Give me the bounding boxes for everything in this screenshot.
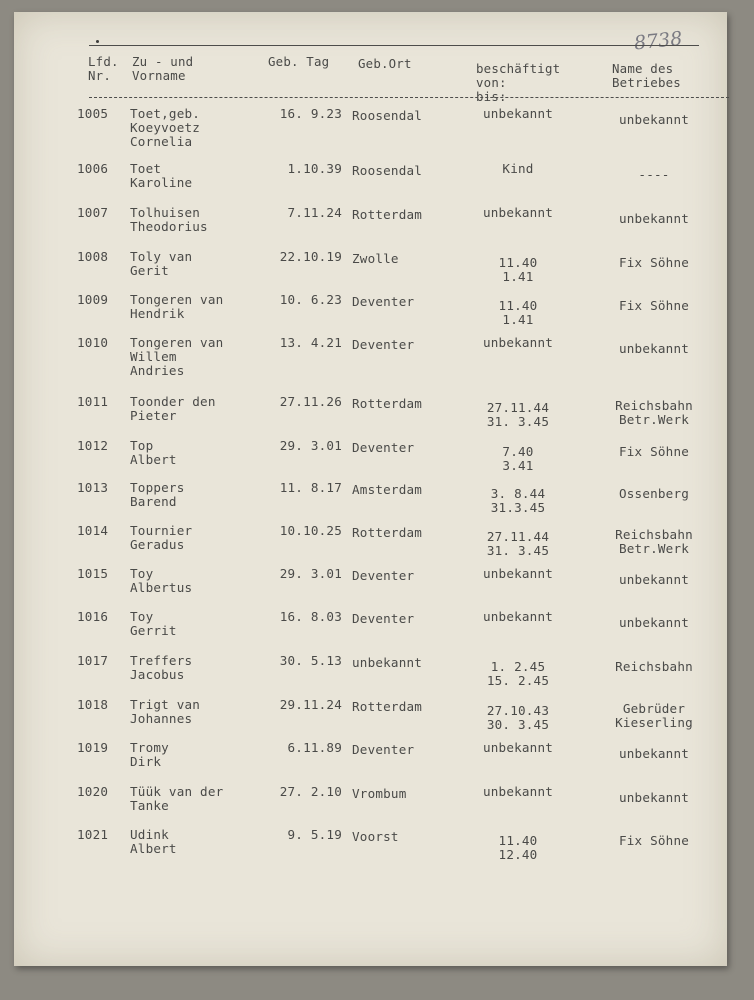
row-number: 1021	[77, 827, 109, 842]
row-birth-place: Roosendal	[352, 163, 423, 178]
row-name: Udink Albert	[130, 827, 177, 856]
row-number: 1009	[77, 292, 109, 307]
row-employed: 27.11.44 31. 3.45	[486, 529, 550, 558]
header-top-rule	[89, 45, 699, 46]
row-name: Tolhuisen Theodorius	[130, 205, 208, 234]
row-company: unbekannt	[618, 790, 690, 805]
row-birth-place: Deventer	[352, 337, 415, 352]
row-birth-date: 16. 9.23	[279, 106, 342, 121]
row-name: Tromy Dirk	[130, 740, 169, 769]
row-employed: 3. 8.44 31.3.45	[490, 486, 546, 515]
row-name: Trigt van Johannes	[130, 697, 201, 726]
row-company: Fix Söhne	[618, 444, 690, 459]
row-company: unbekannt	[618, 615, 690, 630]
row-birth-place: Deventer	[352, 611, 415, 626]
document-page	[14, 12, 727, 966]
row-birth-place: Voorst	[352, 829, 399, 844]
row-name: Toly van Gerit	[130, 249, 193, 278]
row-birth-date: 29. 3.01	[279, 566, 342, 581]
row-birth-place: Amsterdam	[352, 482, 423, 497]
row-company: unbekannt	[618, 112, 690, 127]
row-company: Reichsbahn Betr.Werk	[615, 527, 693, 556]
row-number: 1011	[77, 394, 109, 409]
row-number: 1016	[77, 609, 109, 624]
row-birth-place: unbekannt	[352, 655, 423, 670]
row-birth-date: 13. 4.21	[279, 335, 342, 350]
row-birth-date: 29. 3.01	[279, 438, 342, 453]
row-employed: unbekannt	[482, 106, 554, 121]
row-name: Toy Gerrit	[130, 609, 177, 638]
header-lfd-nr: Lfd. Nr.	[88, 54, 119, 83]
row-company: Ossenberg	[618, 486, 690, 501]
row-birth-date: 10.10.25	[279, 523, 342, 538]
row-name: Top Albert	[130, 438, 177, 467]
row-birth-date: 1.10.39	[287, 161, 342, 176]
row-number: 1006	[77, 161, 109, 176]
header-name: Zu - und Vorname	[132, 54, 194, 83]
row-employed: 1. 2.45 15. 2.45	[486, 659, 550, 688]
row-number: 1018	[77, 697, 109, 712]
row-name: Tournier Geradus	[130, 523, 193, 552]
row-company: unbekannt	[618, 746, 690, 761]
row-name: Tongeren van Hendrik	[130, 292, 224, 321]
row-employed: Kind	[502, 161, 534, 176]
row-name: Toonder den Pieter	[130, 394, 216, 423]
row-number: 1012	[77, 438, 109, 453]
row-number: 1017	[77, 653, 109, 668]
row-employed: unbekannt	[482, 205, 554, 220]
row-name: Tüük van der Tanke	[130, 784, 224, 813]
row-birth-place: Vrombum	[352, 786, 407, 801]
row-employed: 11.40 12.40	[498, 833, 538, 862]
row-birth-date: 30. 5.13	[279, 653, 342, 668]
row-employed: unbekannt	[482, 740, 554, 755]
row-employed: unbekannt	[482, 609, 554, 624]
header-company: Name des Betriebes	[612, 61, 681, 90]
row-birth-place: Roosendal	[352, 108, 423, 123]
row-birth-date: 27.11.26	[279, 394, 342, 409]
row-name: Treffers Jacobus	[130, 653, 193, 682]
row-employed: 11.40 1.41	[498, 298, 538, 327]
row-company: Reichsbahn	[615, 659, 693, 674]
row-birth-date: 29.11.24	[279, 697, 342, 712]
row-birth-place: Deventer	[352, 440, 415, 455]
row-birth-date: 6.11.89	[287, 740, 342, 755]
row-birth-place: Deventer	[352, 294, 415, 309]
row-employed: 11.40 1.41	[498, 255, 538, 284]
header-bottom-rule	[89, 97, 729, 98]
row-birth-date: 10. 6.23	[279, 292, 342, 307]
row-employed: unbekannt	[482, 335, 554, 350]
row-company: Fix Söhne	[618, 255, 690, 270]
row-company: unbekannt	[618, 341, 690, 356]
row-number: 1020	[77, 784, 109, 799]
row-birth-place: Rotterdam	[352, 207, 423, 222]
row-birth-place: Zwolle	[352, 251, 399, 266]
row-name: Toet,geb. Koeyvoetz Cornelia	[130, 106, 201, 149]
row-employed: unbekannt	[482, 566, 554, 581]
row-birth-date: 16. 8.03	[279, 609, 342, 624]
row-company: unbekannt	[618, 211, 690, 226]
row-birth-place: Deventer	[352, 568, 415, 583]
row-employed: 7.40 3.41	[502, 444, 534, 473]
row-company: ----	[638, 167, 670, 182]
row-name: Toy Albertus	[130, 566, 193, 595]
row-number: 1015	[77, 566, 109, 581]
row-name: Toet Karoline	[130, 161, 193, 190]
row-name: Toppers Barend	[130, 480, 185, 509]
row-employed: 27.10.43 30. 3.45	[486, 703, 550, 732]
row-birth-place: Deventer	[352, 742, 415, 757]
row-birth-date: 27. 2.10	[279, 784, 342, 799]
row-birth-place: Rotterdam	[352, 525, 423, 540]
header-birth-date: Geb. Tag	[268, 54, 330, 69]
row-birth-date: 7.11.24	[287, 205, 342, 220]
header-employed: beschäftigt von: bis:	[476, 61, 561, 104]
punch-mark	[96, 40, 99, 43]
header-birth-place: Geb.Ort	[358, 56, 412, 71]
row-number: 1013	[77, 480, 109, 495]
row-birth-date: 22.10.19	[279, 249, 342, 264]
row-birth-date: 9. 5.19	[287, 827, 342, 842]
row-company: Reichsbahn Betr.Werk	[615, 398, 693, 427]
row-company: Gebrüder Kieserling	[615, 701, 693, 730]
row-number: 1010	[77, 335, 109, 350]
row-employed: 27.11.44 31. 3.45	[486, 400, 550, 429]
archive-number-stamp: 8738	[632, 27, 684, 55]
row-birth-place: Rotterdam	[352, 396, 423, 411]
row-employed: unbekannt	[482, 784, 554, 799]
row-number: 1019	[77, 740, 109, 755]
row-birth-date: 11. 8.17	[279, 480, 342, 495]
row-name: Tongeren van Willem Andries	[130, 335, 224, 378]
row-number: 1007	[77, 205, 109, 220]
row-birth-place: Rotterdam	[352, 699, 423, 714]
row-company: Fix Söhne	[618, 298, 690, 313]
row-number: 1014	[77, 523, 109, 538]
row-number: 1005	[77, 106, 109, 121]
row-company: Fix Söhne	[618, 833, 690, 848]
row-company: unbekannt	[618, 572, 690, 587]
row-number: 1008	[77, 249, 109, 264]
